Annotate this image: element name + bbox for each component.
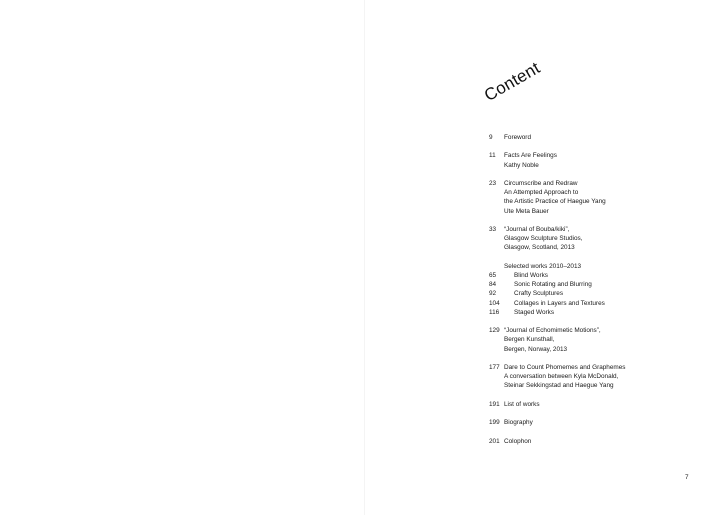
toc-entry-title: List of works [504, 400, 540, 408]
toc-entry-biography[interactable] [489, 418, 689, 427]
toc-subentry-title: Crafty Sculptures [514, 290, 564, 298]
toc-entry-subtitle: An Attempted Approach to [504, 189, 579, 197]
toc-subentry-title: Blind Works [514, 271, 548, 279]
toc-entry-list-of-works[interactable] [489, 400, 689, 409]
toc-entry-title: “Journal of Bouba/kiki”, [504, 225, 570, 233]
toc-page-number: 177 [489, 363, 500, 371]
toc-subentry-title: Sonic Rotating and Blurring [514, 281, 592, 289]
toc-entry-foreword[interactable] [489, 133, 689, 142]
toc-entry-title: Circumscribe and Redraw [504, 179, 578, 187]
toc-page-number: 104 [489, 299, 500, 307]
toc-subentry-sonic-rotating[interactable] [489, 280, 689, 289]
toc-entry-journal-of-echomimetic-motions[interactable] [489, 326, 689, 354]
toc-page-number: 92 [489, 290, 497, 298]
toc-entry-subtitle: the Artistic Practice of Haegue Yang [504, 198, 606, 206]
toc-page-number: 23 [489, 179, 497, 187]
toc-entry-subtitle: A conversation between Kyla McDonald, [504, 373, 619, 381]
toc-entry-title: “Journal of Echomimetic Motions”, [504, 327, 601, 335]
toc-page-number: 33 [489, 225, 497, 233]
toc-entry-title: Biography [504, 419, 533, 427]
toc-entry-circumscribe-and-redraw[interactable] [489, 179, 689, 216]
contents-heading: Content [481, 58, 544, 106]
toc-entry-title: Foreword [504, 134, 531, 141]
toc-entry-facts-are-feelings[interactable] [489, 151, 689, 169]
toc-page-number: 9 [489, 134, 493, 141]
toc-entry-title: Colophon [504, 437, 532, 445]
toc-entry-author: Ute Meta Bauer [504, 207, 549, 215]
toc-entry-title: Selected works 2010–2013 [504, 262, 582, 270]
toc-subentry-crafty-sculptures[interactable] [489, 289, 689, 298]
toc-subentry-staged-works[interactable] [489, 308, 689, 317]
toc-page-number: 11 [489, 152, 496, 160]
toc-entry-title: Dare to Count Phomemes and Graphemes [504, 363, 626, 371]
toc-entry-author: Kathy Noble [504, 161, 539, 169]
toc-page-number: 129 [489, 327, 500, 335]
toc-entry-location: Bergen, Norway, 2013 [504, 345, 568, 353]
page-number: 7 [685, 474, 689, 481]
table-of-contents [489, 133, 689, 455]
toc-entry-venue: Bergen Kunsthall, [504, 336, 555, 344]
toc-page-number: 199 [489, 419, 500, 427]
toc-page-number: 191 [489, 400, 500, 408]
toc-entry-subtitle: Steinar Sekkingstad and Haegue Yang [504, 382, 614, 390]
toc-page-number: 201 [489, 437, 500, 445]
toc-subentry-blind-works[interactable] [489, 271, 689, 280]
toc-entry-title: Facts Are Feelings [504, 152, 557, 160]
toc-entry-venue: Glasgow Sculpture Studios, [504, 235, 583, 243]
toc-page-number: 65 [489, 271, 497, 279]
toc-page-number: 84 [489, 281, 497, 289]
toc-entry-colophon[interactable] [489, 437, 689, 446]
toc-entry-selected-works[interactable] [489, 262, 689, 317]
toc-subentry-collages[interactable] [489, 299, 689, 308]
toc-subentry-title: Staged Works [514, 308, 555, 316]
toc-entry-dare-to-count[interactable] [489, 363, 689, 391]
toc-subentry-title: Collages in Layers and Textures [514, 299, 605, 307]
toc-entry-journal-of-bouba-kiki[interactable] [489, 225, 689, 253]
toc-page-number: 116 [489, 308, 500, 316]
page-fold [364, 0, 365, 515]
toc-entry-location: Glasgow, Scotland, 2013 [504, 244, 575, 252]
